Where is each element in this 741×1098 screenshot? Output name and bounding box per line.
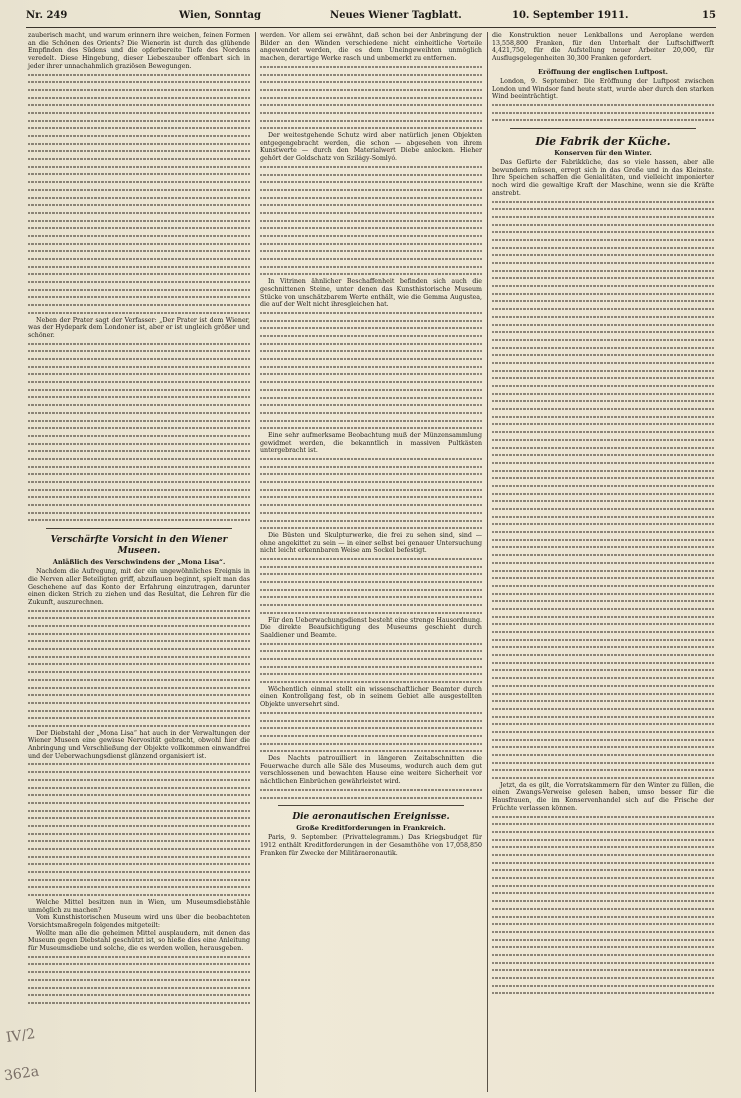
paragraph: Jetzt, da es gilt, die Vorratskammern für den Winter zu füllen, die einen Zwangs-Verweise gelesen haben, umso besser für die Hausfrauen, die im Konservenhandel sich auf die Frische der Früchte verlassen können. [492, 781, 714, 812]
section-rule [278, 805, 464, 806]
paragraph: In Vitrinen ähnlicher Beschaffenheit befinden sich auch die geschnittenen Steine, unter denen das Kunsthistorische Museum Stücke von unschätzbarem Werte enthält, wie die Gemma Augustea, die auf der Welt nicht ihresgleichen hat. [260, 278, 482, 309]
article-subheading: Große Kreditforderungen in Frankreich. [296, 824, 446, 833]
paragraph: Der weitestgehende Schutz wird aber natürlich jenen Objekten entgegengebracht werden, die schon — abgesehen von ihrem Kunstwerte — durch den Materialwert Diebe anlocken. Hieher gehört der Goldschatz von Szilágy-Somlyó. [260, 132, 482, 163]
column-2 [260, 32, 482, 857]
text-block [260, 309, 482, 432]
section-rule [46, 528, 232, 529]
text-block [492, 101, 714, 124]
article-heading: Die Fabrik der Küche. [535, 134, 671, 148]
text-block [260, 709, 482, 755]
header-rule [26, 27, 716, 28]
paragraph: Nachdem die Aufregung, mit der ein ungewöhnliches Ereignis in die Nerven aller Beteiligten griff, abzuflauen beginnt, spielt man das Geschehene auf das Konto der Erfahrung einzutragen, darunter einen dicken Strich zu ziehen und das Resultat, die Lehren für die Zukunft, auszurechnen. [28, 568, 250, 606]
paragraph: Wollte man alle die geheimen Mittel ausplaudern, mit denen das Museum gegen Diebstahl geschützt ist, so hieße dies eine Anleitung für Museumsdiebe und solche, die es werden wollen, herausgeben. [28, 929, 250, 953]
masthead: Neues Wiener Tagblatt. [330, 10, 462, 21]
text-block [28, 340, 250, 525]
paragraph: Neben der Prater sagt der Verfasser: „Der Prater ist dem Wiener, was der Hydepark dem Londoner ist, aber er ist ungleich größer und schöner. [28, 316, 250, 339]
column-divider [255, 32, 256, 1092]
page-number: Nr. 249 [26, 10, 68, 21]
column-divider [487, 32, 488, 1092]
text-block [260, 555, 482, 617]
paragraph: Wöchentlich einmal stellt ein wissenschaftlicher Beamter durch einen Kontrollgang fest, ob in seinem Gebiet alle ausgestellten Objekte unversehrt sind. [260, 685, 482, 709]
paragraph: Des Nachts patrouilliert in längeren Zeitabschnitten die Feuerwache durch alle Säle des Museums, wodurch auch dem gut verschlossenen und bewachten Hause eine weitere Sicherheit vor nächtlichen Einbrüchen gewährleistet wird. [260, 755, 482, 786]
paragraph: Eine sehr aufmerksame Beobachtung muß der Münzensammlung gewidmet werden, die bekanntlich in massiven Pultkästen untergebracht ist. [260, 431, 482, 455]
column-1 [28, 32, 250, 1007]
paragraph: Für den Ueberwachungsdienst besteht eine strenge Hausordnung. Die direkte Beaufsichtigung des Museums geschieht durch Saaldiener und Beamte. [260, 616, 482, 639]
issue-date: 10. September 1911. [512, 10, 629, 21]
paragraph: Paris, 9. September. (Privattelegramm.) Das Kriegsbudget für 1912 enthält Kreditforderungen in der Gesamthöhe von 17,058,850 Franken für Zwecke der Militäraeronautik. [260, 834, 482, 857]
article-subheading: Anläßlich des Verschwindens der „Mona Lisa“. [52, 558, 226, 567]
paragraph: Das Gefürte der Fabrikküche, das so viele hassen, aber alle bewundern müssen, erregt sich in das Große und in das Kleinste. Ihre Speichen schaffen die Genialitäten, und vielleicht imponierter noch wird die gewaltige Kraft der Maschine, wenn sie die Kräfte anstrebt. [492, 158, 714, 197]
text-block [28, 953, 250, 1007]
text-block [492, 813, 714, 998]
text-block [28, 607, 250, 730]
text-block [260, 786, 482, 801]
paragraph: Welche Mittel besitzen nun in Wien, um Museumsdiebstähle unmöglich zu machen? [28, 898, 250, 914]
text-block [28, 760, 250, 898]
text-block [492, 198, 714, 782]
article-heading: Die aeronautischen Ereignisse. [292, 812, 450, 823]
folio: 15 [702, 10, 716, 21]
text-block [260, 455, 482, 532]
article-subheading: Konserven für den Winter. [554, 148, 652, 157]
text-block [260, 163, 482, 278]
column-3 [492, 32, 714, 997]
text-block [28, 71, 250, 317]
article-heading: Verschärfte Vorsicht in den Wiener Museen. [50, 535, 228, 557]
paragraph: London, 9. September. Die Eröffnung der Luftpost zwischen London und Windsor fand heute statt, wurde aber durch den starken Wind beeinträchtigt. [492, 77, 714, 101]
handwritten-note: IV/2 [5, 1026, 37, 1046]
page-header [26, 10, 716, 28]
handwritten-note: 362a [3, 1063, 41, 1085]
article-subheading: Eröffnung der englischen Luftpost. [538, 67, 668, 76]
text-block [260, 63, 482, 132]
paragraph: Der Diebstahl der „Mona Lisa“ hat auch in der Verwaltungen der Wiener Museen eine gewisse Nervosität gebracht, obwohl hier die Anbringung und Verschließung der Objekte vollkommen einwandfrei und der Ueberwachungsdienst glänzend organisiert ist. [28, 729, 250, 760]
section-rule [510, 128, 696, 129]
text-block [260, 640, 482, 686]
paragraph: die Konstruktion neuer Lenkballons und Aeroplane werden 13,558,800 Franken, für den Unterhalt der Luftschiffwerft 4,421,750, für die Aufstellung neuer Arbeiter 20,000, für Ausflugsgelegenheiten 30,300 Franken gefordert. [492, 32, 714, 63]
place-date: Wien, Sonntag [179, 10, 261, 21]
paragraph: Vom Kunsthistorischen Museum wird uns über die beobachteten Vorsichtsmaßregeln folgendes mitgeteilt: [28, 914, 250, 929]
paragraph: werden. Vor allem sei erwähnt, daß schon bei der Anbringung der Bilder an den Wänden verschiedene nicht einheitliche Vorteile angewendet werden, die es dem Uneingeweihten unmöglich machen, derartige Werke rasch und unbemerkt zu entfernen. [260, 32, 482, 63]
paragraph: zauberisch macht, und warum erinnern ihre weichen, feinen Formen an die Schönen des Orients? Die Wienerin ist durch das glühende Empfinden des Südens und die opferbereite Tiefe des Nordens veredelt. Diese Hingebung, dieser Liebeszauber offenbart sich in jeder ihrer unnachahmlich graziösen Bewegungen. [28, 32, 250, 70]
paragraph: Die Büsten und Skulpturwerke, die frei zu sehen sind, sind — ohne angekittet zu sein — in einer selbst bei genauer Untersuchung nicht leicht erkennbaren Weise am Sockel befestigt. [260, 531, 482, 555]
